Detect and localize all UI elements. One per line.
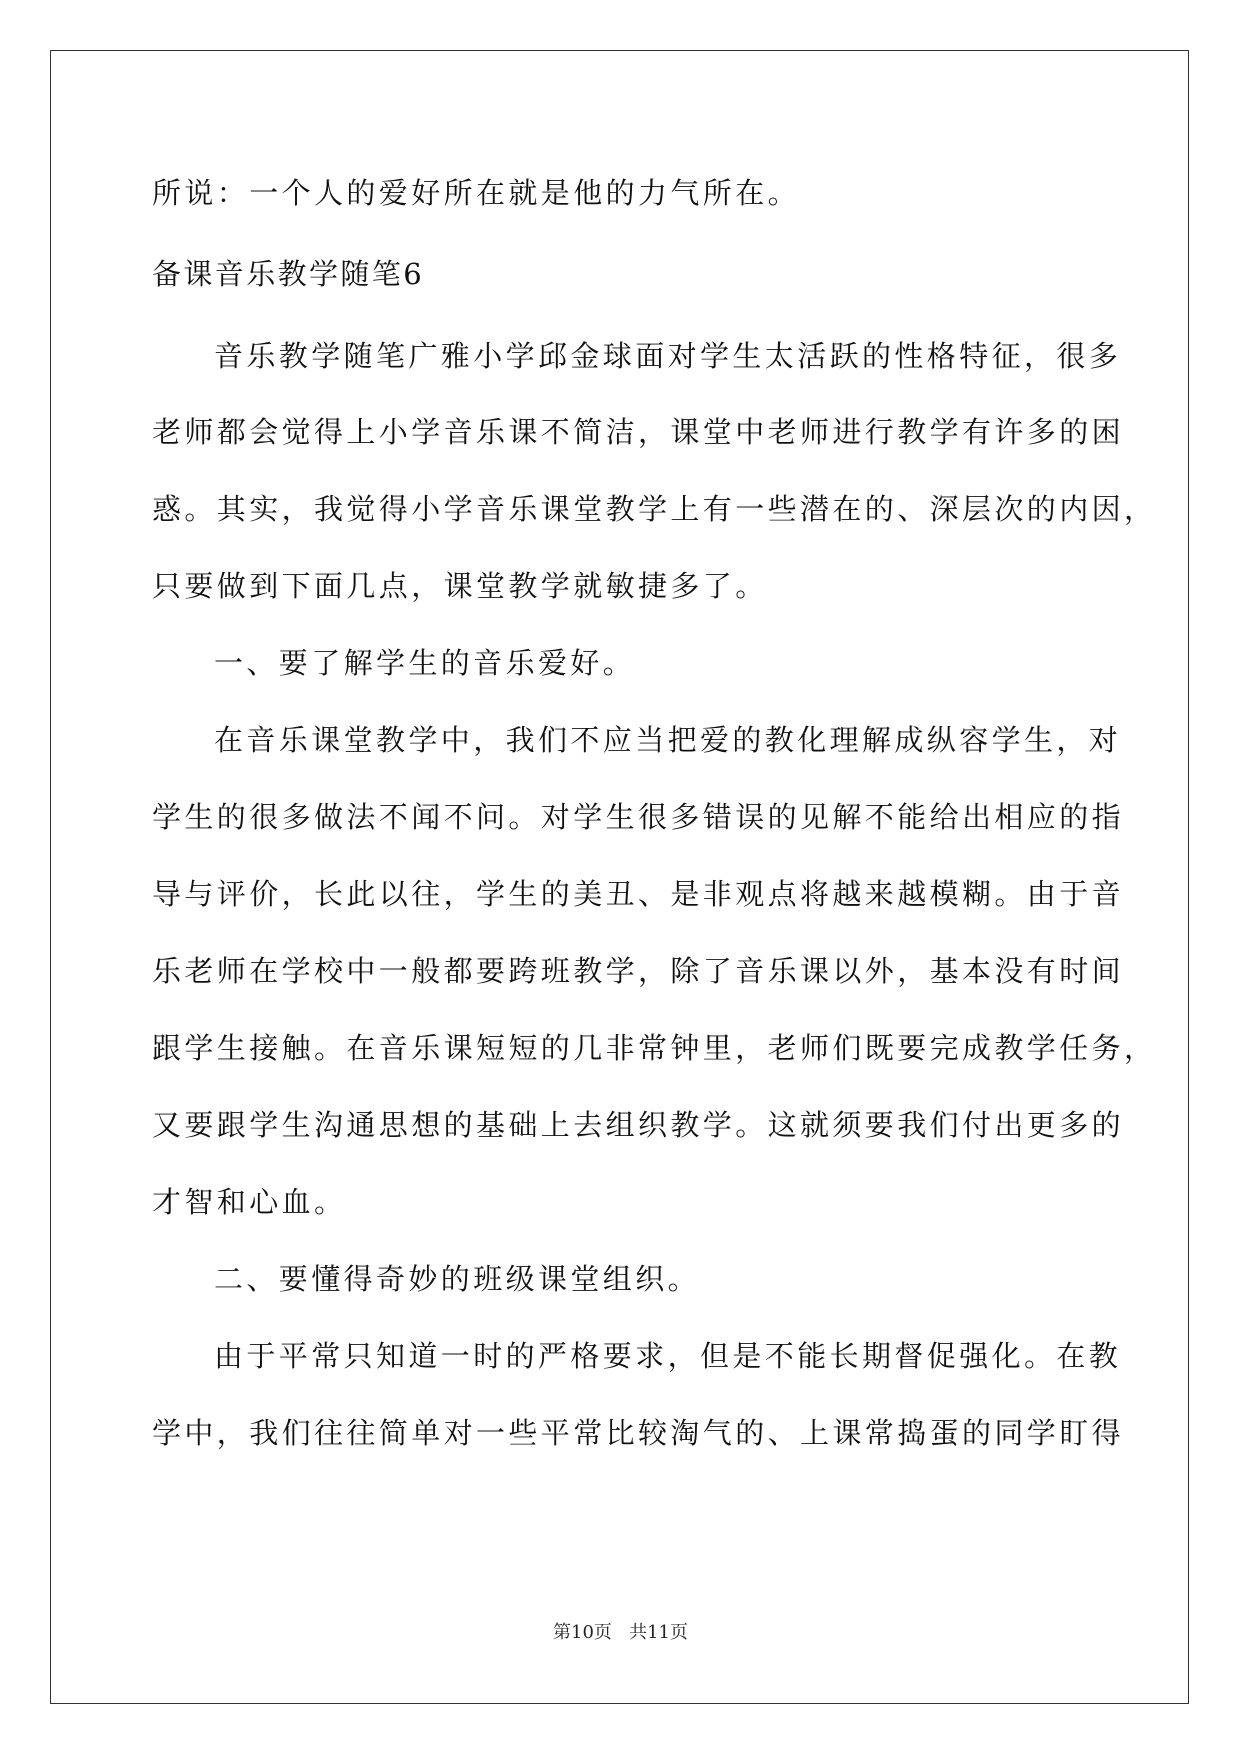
paragraph-first-line: 音乐教学随笔广雅小学邱金球面对学生太活跃的性格特征，很多 — [214, 339, 1122, 373]
body-text-line: 跟学生接触。在音乐课短短的几非常钟里，老师们既要完成教学任务， — [152, 1031, 1157, 1065]
body-text-line: 学生的很多做法不闻不问。对学生很多错误的见解不能给出相应的指 — [152, 800, 1125, 834]
section-title: 备课音乐教学随笔6 — [152, 257, 425, 291]
paragraph-first-line: 在音乐课堂教学中，我们不应当把爱的教化理解成纵容学生，对 — [214, 723, 1122, 757]
body-text-line: 导与评价，长此以往，学生的美丑、是非观点将越来越模糊。由于音 — [152, 877, 1125, 911]
page-number-footer: 第10页 共11页 — [553, 1622, 688, 1643]
subheading: 一、要了解学生的音乐爱好。 — [214, 646, 636, 680]
paragraph-first-line: 由于平常只知道一时的严格要求，但是不能长期督促强化。在教 — [214, 1339, 1122, 1373]
body-text-line: 只要做到下面几点，课堂教学就敏捷多了。 — [152, 569, 768, 603]
subheading: 二、要懂得奇妙的班级课堂组织。 — [214, 1262, 701, 1296]
body-text-line: 才智和心血。 — [152, 1185, 347, 1219]
body-text-line: 乐老师在学校中一般都要跨班教学，除了音乐课以外，基本没有时间 — [152, 954, 1125, 988]
body-text-line: 学中，我们往往简单对一些平常比较淘气的、上课常捣蛋的同学盯得 — [152, 1416, 1125, 1450]
body-text-line: 所说：一个人的爱好所在就是他的力气所在。 — [152, 176, 801, 210]
body-text-line: 惑。其实，我觉得小学音乐课堂教学上有一些潜在的、深层次的内因， — [152, 492, 1157, 526]
body-text-line: 又要跟学生沟通思想的基础上去组织教学。这就须要我们付出更多的 — [152, 1108, 1125, 1142]
body-text-line: 老师都会觉得上小学音乐课不简洁，课堂中老师进行教学有许多的困 — [152, 415, 1125, 449]
